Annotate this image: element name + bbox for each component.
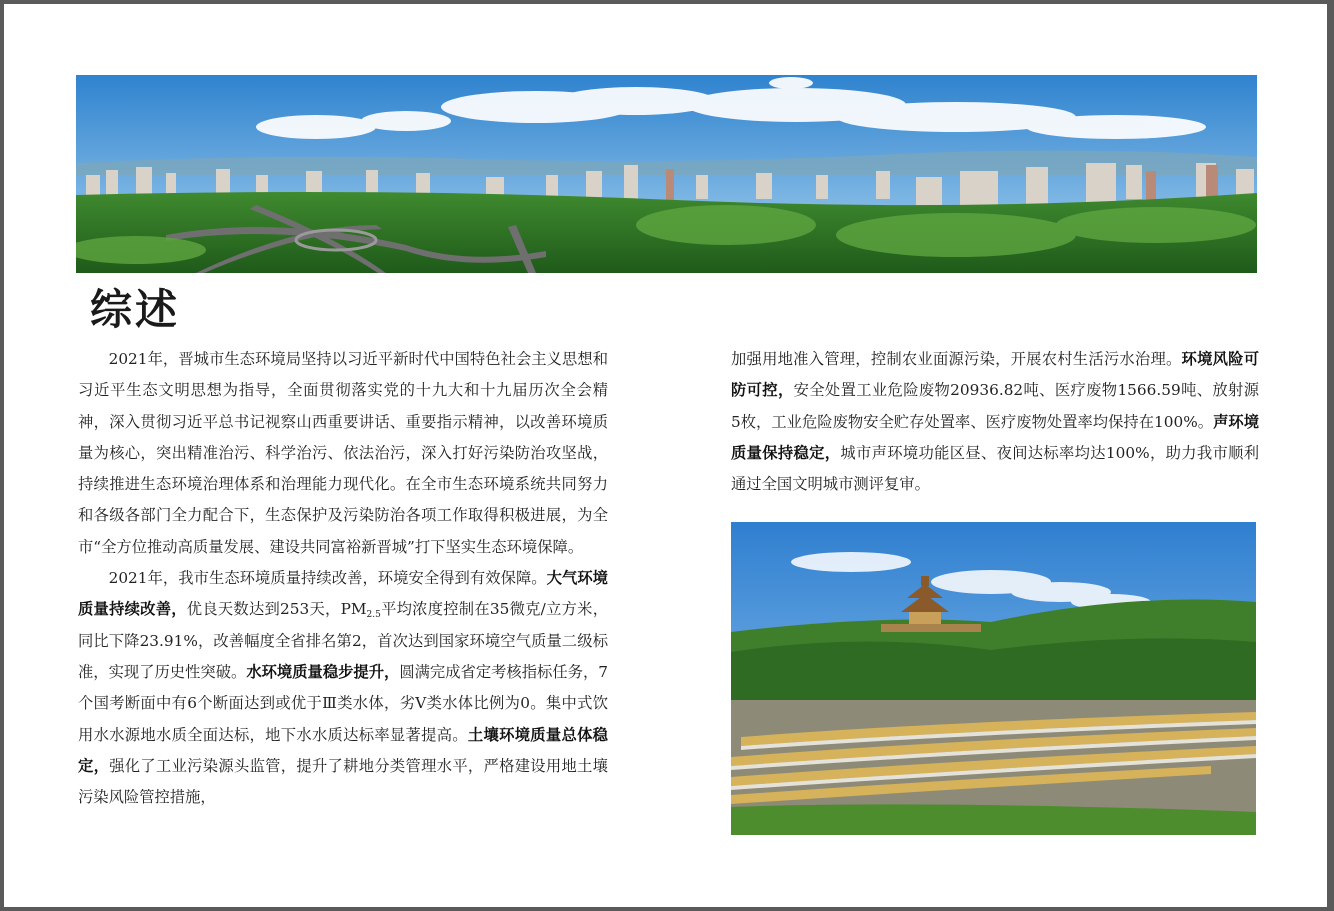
river-weir-illustration — [731, 522, 1256, 835]
section-heading: 综述 — [90, 285, 181, 334]
highlight-noise-quality: 声环境质量保持稳定， — [731, 412, 1259, 462]
city-panorama-image — [76, 75, 1257, 273]
highlight-water-quality: 水环境质量稳步提升， — [246, 662, 400, 681]
right-text-column — [731, 344, 1259, 500]
paragraph-environment-quality: 2021年，我市生态环境质量持续改善，环境安全得到有效保障。大气环境质量持续改善，优良天数达到253天，$PM_{2.5}$平均浓度控制在35微克/立方米，同比下降23.91%，改善幅度全省排名第2，首次达到国家环境空气质量二级标准，实现了历史性突破。水环境质量稳步提升，圆满完成省定考核指标任务，7个国考断面中有6个断面达到或优于Ⅲ类水体，劣Ⅴ类水体比例为0。集中式饮用水水源地水质全面达标，地下水水质达标率显著提高。土壤环境质量总体稳定，强化了工业污染源头监管，提升了耕地分类管理水平，严格建设用地土壤污染风险管控措施， — [78, 569, 608, 807]
highlight-air-quality: 大气环境质量持续改善， — [78, 569, 608, 619]
paragraph-overview: 2021年，晋城市生态环境局坚持以习近平新时代中国特色社会主义思想和习近平生态文明思想为指导，全面贯彻落实党的十九大和十九届历次全会精神，深入贯彻习近平总书记视察山西重要讲话、重要指示精神，以改善环境质量为核心，突出精准治污、科学治污、依法治污，深入打好污染防治攻坚战，持续推进生态环境治理体系和治理能力现代化。在全市生态环境系统共同努力和各级各部门全力配合下，生态保护及污染防治各项工作取得积极进展，为全市“全方位推动高质量发展、建设共同富裕新晋城”打下坚实生态环境保障。 — [78, 350, 608, 556]
highlight-soil-quality: 土壤环境质量总体稳定， — [78, 725, 608, 775]
paragraph-continuation: 加强用地准入管理，控制农业面源污染，开展农村生活污水治理。环境风险可防可控，安全处置工业危险废物20936.82吨、医疗废物1566.59吨、放射源5枚，工业危险废物安全贮存处置率、医疗废物处置率均保持在100%。声环境质量保持稳定，城市声环境功能区昼、夜间达标率均达100%，助力我市顺利通过全国文明城市测评复审。 — [731, 350, 1259, 494]
left-text-column — [78, 344, 608, 813]
document-page — [4, 4, 1327, 907]
highlight-environmental-risk: 环境风险可防可控， — [731, 350, 1259, 400]
river-weir-photo — [731, 522, 1256, 835]
pm-subscript: 2.5 — [366, 610, 381, 621]
city-panorama-illustration — [76, 75, 1257, 273]
